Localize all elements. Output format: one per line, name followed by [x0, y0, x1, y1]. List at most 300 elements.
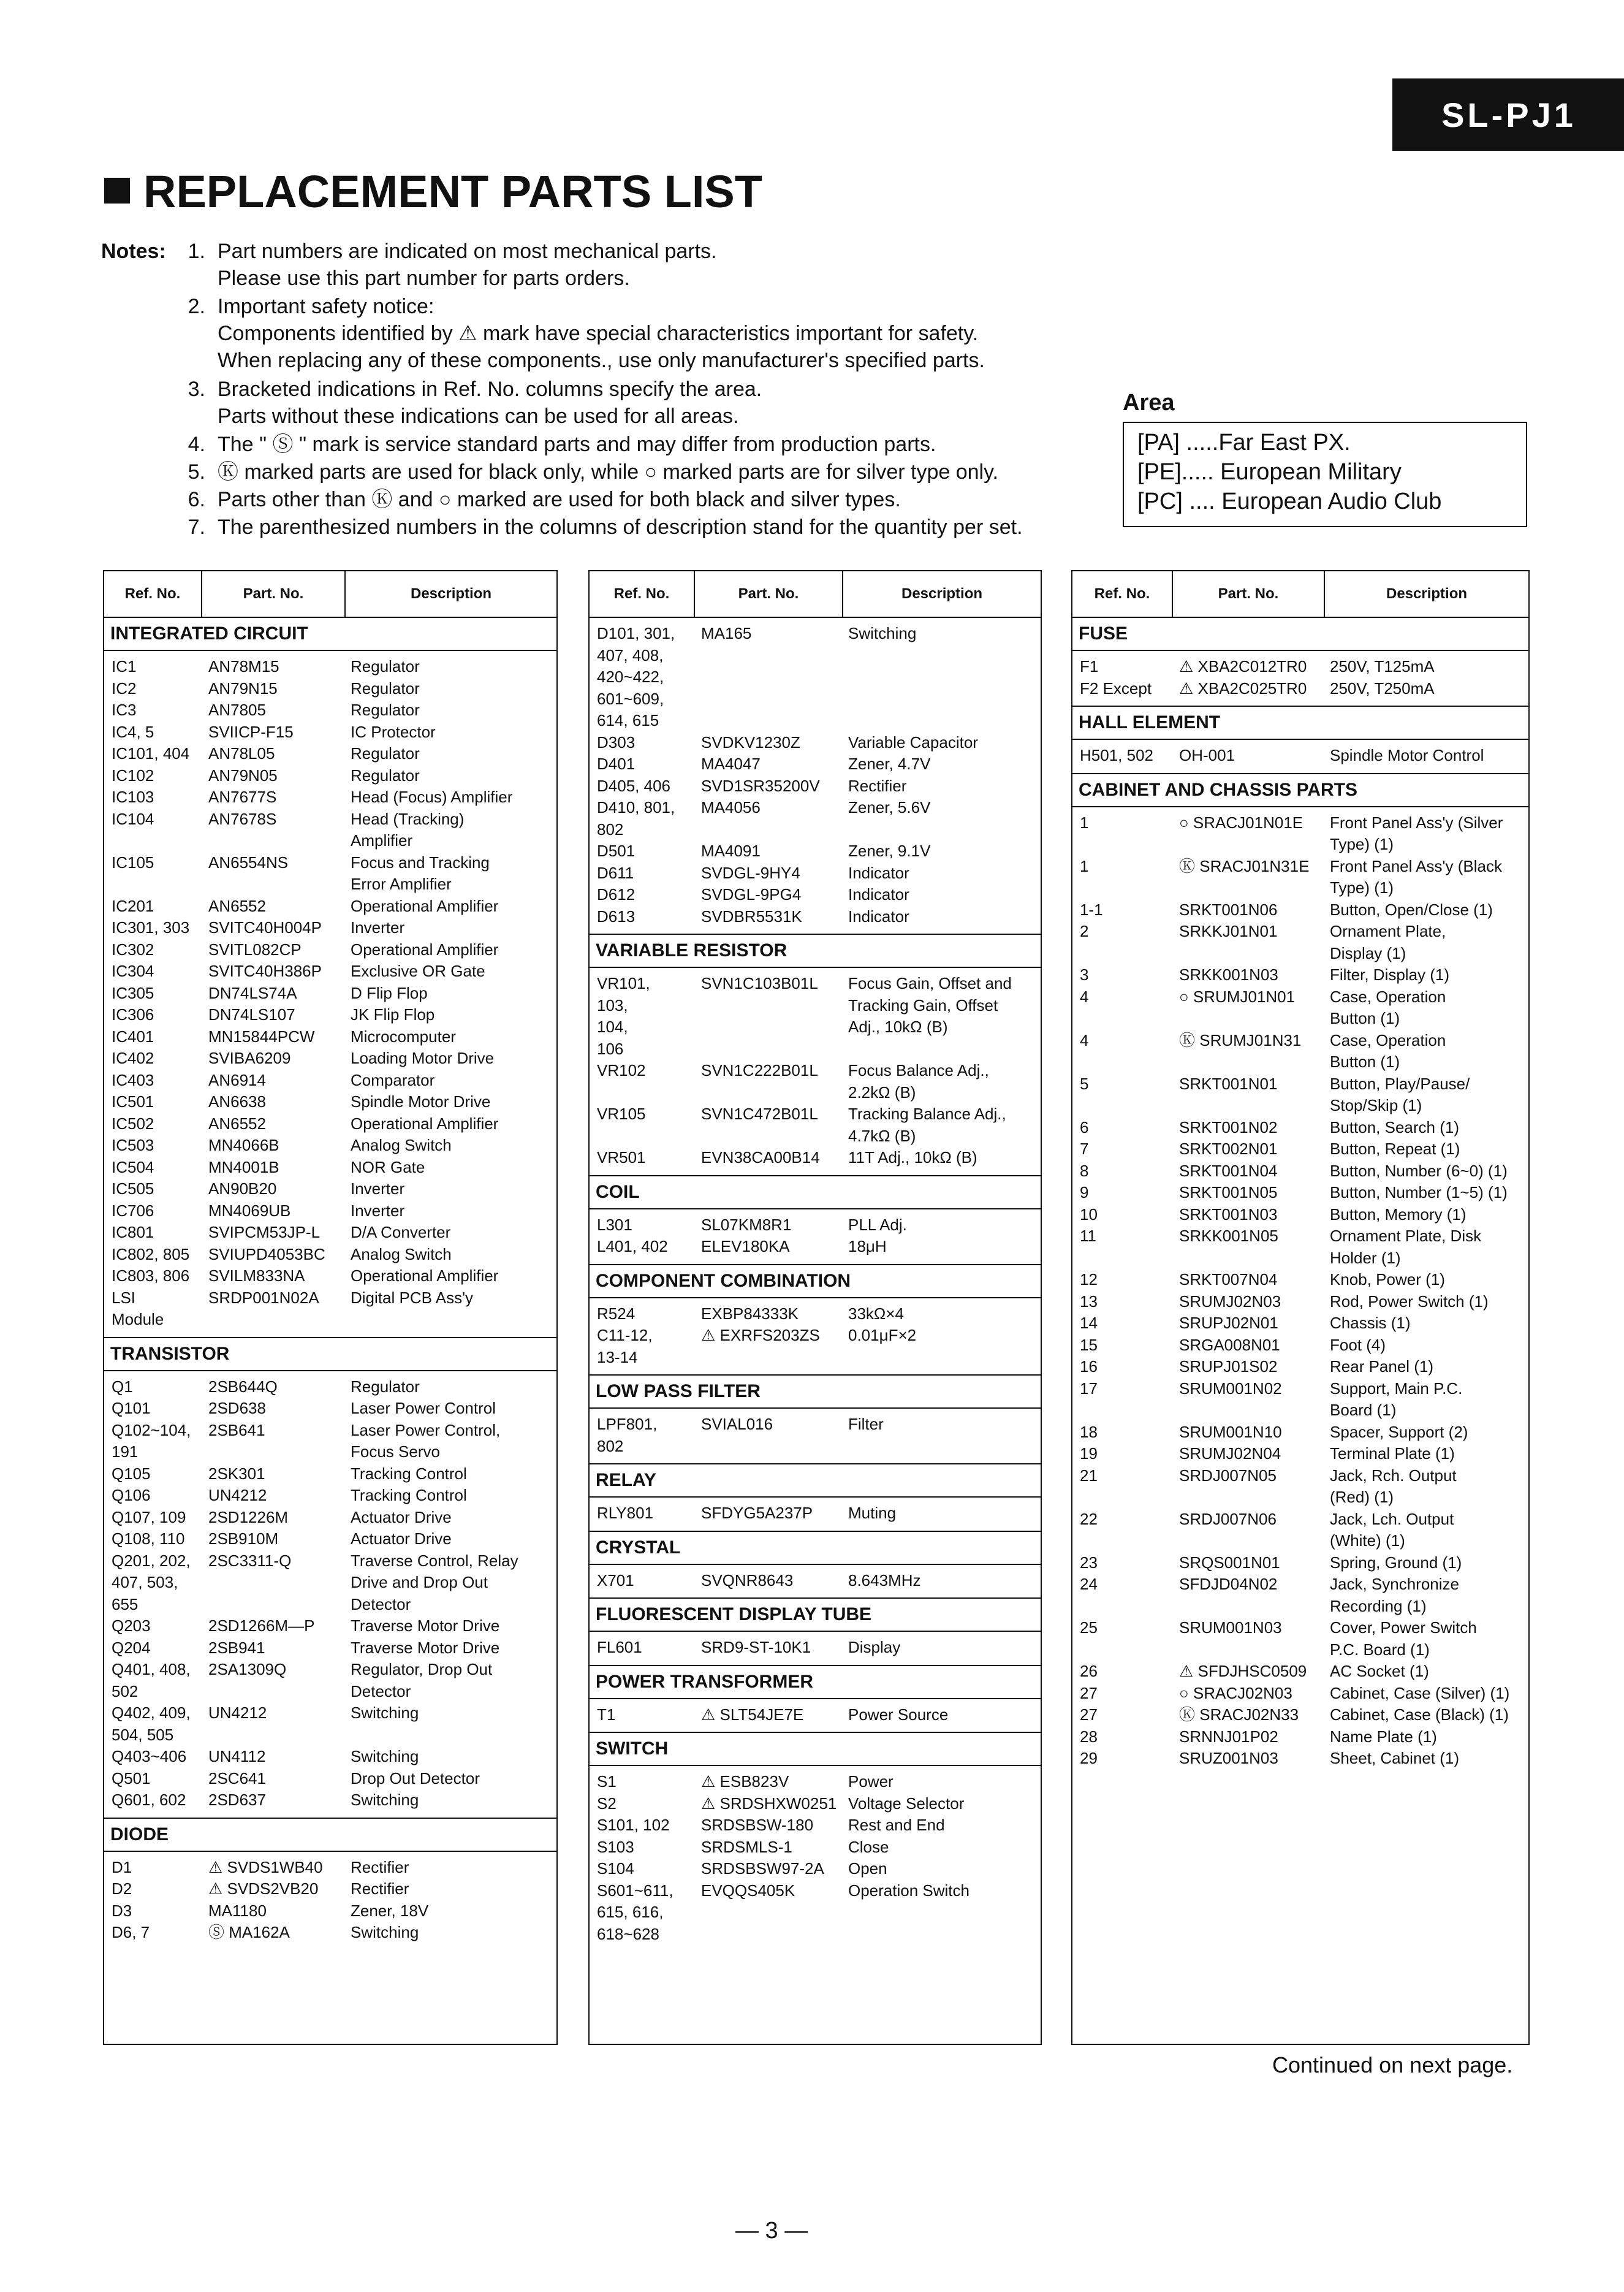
ref-no: IC302: [112, 940, 154, 959]
description: Switching: [351, 1747, 419, 1765]
description: Power Source: [848, 1705, 949, 1724]
header-desc: Description: [410, 585, 492, 602]
section-rows: [1072, 651, 1528, 699]
part-row: [1072, 1552, 1528, 1574]
part-no: SFDYG5A237P: [701, 1504, 813, 1522]
parts-column-3: [1071, 570, 1530, 2045]
part-row: [1072, 1030, 1528, 1073]
part-row: [104, 699, 556, 721]
description: Microcomputer: [351, 1027, 456, 1046]
part-no: AN6914: [208, 1070, 266, 1089]
description: Regulator: [351, 679, 420, 698]
page-title: [104, 166, 762, 218]
ref-no: IC502: [112, 1114, 154, 1133]
description: IC Protector: [351, 722, 436, 741]
description: AC Socket (1): [1330, 1662, 1429, 1680]
part-row: [590, 1214, 1041, 1236]
description: Regulator: [351, 1377, 420, 1396]
section-title: VARIABLE RESISTOR: [590, 934, 1041, 968]
part-row: [104, 1376, 556, 1398]
part-no: OH-001: [1179, 746, 1235, 764]
part-no: EVQQS405K: [701, 1881, 795, 1900]
description: Switching: [351, 1923, 419, 1941]
ref-no: Q203: [112, 1616, 151, 1635]
section-title: SWITCH: [590, 1732, 1041, 1766]
part-row: [590, 1303, 1041, 1325]
part-row: [104, 939, 556, 961]
ref-no: LSI Module: [112, 1288, 164, 1328]
part-no: MA1180: [208, 1901, 267, 1920]
section-rows: [1072, 740, 1528, 767]
ref-no: 27: [1080, 1705, 1098, 1724]
ref-no: Q106: [112, 1486, 151, 1504]
ref-no: LPF801, 802: [597, 1415, 658, 1455]
part-no: SRKT001N04: [1179, 1161, 1278, 1180]
ref-no: 15: [1080, 1335, 1098, 1354]
part-no: SRKT001N02: [1179, 1117, 1278, 1136]
description: Analog Switch: [351, 1244, 452, 1263]
part-no: SVD1SR35200V: [701, 776, 820, 795]
ref-no: 2: [1080, 922, 1089, 940]
part-row: [104, 656, 556, 678]
part-no: SRDSBSW-180: [701, 1816, 814, 1834]
part-no: SRNNJ01P02: [1179, 1727, 1278, 1746]
part-row: [1072, 678, 1528, 700]
part-no: ⚠ EXRFS203ZS: [701, 1326, 820, 1344]
ref-no: Q1: [112, 1377, 133, 1396]
part-no: AN90B20: [208, 1179, 277, 1198]
page-title-text: REPLACEMENT PARTS LIST: [143, 166, 762, 217]
part-row: [590, 1060, 1041, 1103]
part-row: [104, 1746, 556, 1768]
part-row: [1072, 656, 1528, 678]
description: Focus and Tracking Error Amplifier: [351, 853, 490, 893]
part-no: SVN1C103B01L: [701, 974, 818, 992]
part-row: [1072, 1443, 1528, 1465]
part-row: [104, 896, 556, 918]
description: Spindle Motor Drive: [351, 1092, 491, 1111]
part-row: [104, 1222, 556, 1244]
description: Spacer, Support (2): [1330, 1422, 1468, 1441]
part-no: UN4212: [208, 1486, 267, 1504]
ref-no: 1: [1080, 813, 1089, 832]
ref-no: 28: [1080, 1727, 1098, 1746]
part-no: SRDSBSW97-2A: [701, 1859, 824, 1878]
part-row: [590, 623, 1041, 732]
part-no: SVILM833NA: [208, 1266, 305, 1285]
description: Cabinet, Case (Silver) (1): [1330, 1683, 1510, 1702]
description: Case, Operation Button (1): [1330, 987, 1446, 1027]
description: Display: [848, 1638, 901, 1656]
part-row: [104, 1135, 556, 1157]
note-number: 6.: [188, 488, 205, 511]
part-row: [104, 1157, 556, 1179]
ref-no: 1-1: [1080, 900, 1103, 919]
ref-no: D2: [112, 1879, 132, 1898]
part-no: AN7677S: [208, 788, 277, 806]
part-no: Ⓢ MA162A: [208, 1923, 290, 1941]
ref-no: IC304: [112, 962, 154, 980]
header-ref: Ref. No.: [590, 571, 695, 617]
part-no: UN4212: [208, 1704, 267, 1722]
ref-no: 1: [1080, 856, 1089, 875]
model-badge: SL-PJ1: [1392, 78, 1624, 151]
part-no: SRD9-ST-10K1: [701, 1638, 811, 1656]
part-row: [104, 1026, 556, 1048]
ref-no: 26: [1080, 1662, 1098, 1680]
part-row: [590, 753, 1041, 775]
ref-no: IC105: [112, 853, 154, 872]
part-no: SRQS001N01: [1179, 1553, 1280, 1572]
description: Spring, Ground (1): [1330, 1553, 1462, 1572]
section-rows: [590, 1409, 1041, 1457]
part-row: [104, 1004, 556, 1026]
part-row: [1072, 1378, 1528, 1422]
part-row: [104, 1463, 556, 1485]
description: D/A Converter: [351, 1223, 451, 1241]
part-no: SRUPJ02N01: [1179, 1314, 1278, 1332]
note-line: Part numbers are indicated on most mechanical parts.: [218, 240, 717, 263]
part-row: [1072, 1683, 1528, 1705]
area-legend-box: [1123, 422, 1527, 527]
ref-no: VR102: [597, 1061, 646, 1079]
description: Zener, 5.6V: [848, 798, 931, 817]
ref-no: 11: [1080, 1227, 1096, 1245]
section-rows: [104, 1371, 556, 1811]
part-row: [104, 917, 556, 939]
part-row: [104, 1265, 556, 1287]
ref-no: L401, 402: [597, 1237, 668, 1255]
ref-no: 7: [1080, 1140, 1089, 1158]
part-no: MN4066B: [208, 1136, 279, 1154]
part-row: [104, 809, 556, 852]
note-line: Components identified by ⚠ mark have special characteristics important for safety.: [218, 322, 979, 345]
part-no: ⚠ SLT54JE7E: [701, 1705, 804, 1724]
section-title: HALL ELEMENT: [1072, 706, 1528, 740]
part-row: [104, 1048, 556, 1070]
part-row: [104, 765, 556, 787]
description: Tracking Balance Adj., 4.7kΩ (B): [848, 1105, 1006, 1145]
part-no: SRUM001N10: [1179, 1422, 1282, 1441]
ref-no: D611: [597, 863, 634, 882]
part-no: SRGA008N01: [1179, 1335, 1280, 1354]
part-no: 2SB910M: [208, 1529, 279, 1548]
part-row: [104, 1244, 556, 1266]
description: Focus Balance Adj., 2.2kΩ (B): [848, 1061, 989, 1102]
ref-no: D405, 406: [597, 776, 670, 795]
part-row: [1072, 899, 1528, 921]
part-row: [590, 1637, 1041, 1659]
parts-column-2: [588, 570, 1042, 2045]
area-item: [PE]..... European Military: [1137, 459, 1402, 485]
ref-no: 8: [1080, 1161, 1089, 1180]
description: Ornament Plate, Disk Holder (1): [1330, 1227, 1482, 1267]
part-row: [104, 721, 556, 744]
part-row: [104, 1615, 556, 1637]
note-line: Please use this part number for parts orders.: [218, 267, 630, 290]
part-no: SVITC40H386P: [208, 962, 322, 980]
continued-note: Continued on next page.: [1272, 2052, 1513, 2077]
column-header: [104, 571, 556, 618]
part-row: [104, 1200, 556, 1222]
description: Button, Open/Close (1): [1330, 900, 1493, 919]
part-no: SVDKV1230Z: [701, 733, 800, 752]
part-no: SRKT001N06: [1179, 900, 1278, 919]
description: Rectifier: [351, 1879, 409, 1898]
description: Inverter: [351, 1179, 405, 1198]
part-row: [590, 1502, 1041, 1525]
part-row: [590, 1814, 1041, 1837]
part-row: [104, 1789, 556, 1811]
part-row: [104, 1070, 556, 1092]
part-row: [104, 1550, 556, 1616]
description: Traverse Motor Drive: [351, 1616, 500, 1635]
part-no: 2SD1266M—P: [208, 1616, 315, 1635]
description: Support, Main P.C. Board (1): [1330, 1379, 1463, 1419]
part-row: [104, 1528, 556, 1550]
description: Tracking Control: [351, 1486, 467, 1504]
description: Drop Out Detector: [351, 1768, 480, 1788]
part-no: MA165: [701, 624, 752, 642]
note-line: Bracketed indications in Ref. No. columns specify the area.: [218, 378, 762, 401]
description: D Flip Flop: [351, 983, 428, 1002]
description: Operation Switch: [848, 1881, 969, 1900]
description: Foot (4): [1330, 1335, 1386, 1354]
part-row: [104, 983, 556, 1005]
section-rows: [104, 651, 556, 1331]
ref-no: 17: [1080, 1379, 1098, 1398]
part-no: ⚠ SRDSHXW0251: [701, 1794, 837, 1813]
section-title: COMPONENT COMBINATION: [590, 1264, 1041, 1298]
ref-no: VR501: [597, 1148, 646, 1167]
note-text: [218, 431, 936, 458]
description: Tracking Control: [351, 1464, 467, 1483]
description: Rest and End: [848, 1816, 945, 1834]
description: Actuator Drive: [351, 1529, 452, 1548]
part-no: SRDSMLS-1: [701, 1837, 792, 1856]
description: Close: [848, 1837, 889, 1856]
description: Power: [848, 1772, 894, 1791]
part-row: [104, 1178, 556, 1200]
part-no: 2SB644Q: [208, 1377, 278, 1396]
part-no: 2SB941: [208, 1638, 265, 1657]
part-row: [1072, 1182, 1528, 1204]
part-no: ⚠ SFDJHSC0509: [1179, 1662, 1307, 1680]
description: Operational Amplifier: [351, 940, 499, 959]
part-no: SVITL082CP: [208, 940, 302, 959]
section-title: COIL: [590, 1175, 1041, 1209]
ref-no: IC706: [112, 1201, 154, 1220]
note-text: [218, 293, 985, 374]
part-no: SFDJD04N02: [1179, 1575, 1278, 1593]
ref-no: D401: [597, 755, 636, 773]
ref-no: S104: [597, 1859, 634, 1878]
description: 250V, T250mA: [1330, 679, 1435, 698]
part-no: SVIBA6209: [208, 1049, 291, 1067]
part-no: SVDBR5531K: [701, 907, 802, 926]
note-line: Important safety notice:: [218, 295, 434, 318]
part-row: [590, 1570, 1041, 1592]
ref-no: 21: [1080, 1466, 1098, 1485]
part-row: [1072, 1726, 1528, 1748]
section-title: CRYSTAL: [590, 1531, 1041, 1565]
part-no: ⚠ SVDS2VB20: [208, 1879, 319, 1898]
ref-no: S101, 102: [597, 1816, 670, 1834]
part-no: SRKK001N05: [1179, 1227, 1278, 1245]
part-row: [104, 678, 556, 700]
part-no: SRUZ001N03: [1179, 1749, 1278, 1767]
ref-no: IC505: [112, 1179, 154, 1198]
part-no: SRKKJ01N01: [1179, 922, 1278, 940]
section-rows: [1072, 807, 1528, 1770]
part-no: SRUMJ02N04: [1179, 1444, 1281, 1463]
note-line: The parenthesized numbers in the columns of description stand for the quantity per set.: [218, 516, 1023, 539]
part-row: [1072, 1073, 1528, 1117]
description: Button, Repeat (1): [1330, 1140, 1460, 1158]
ref-no: 19: [1080, 1444, 1098, 1463]
ref-no: 18: [1080, 1422, 1098, 1441]
description: Button, Number (1~5) (1): [1330, 1183, 1508, 1201]
part-no: SRDJ007N05: [1179, 1466, 1277, 1485]
part-row: [1072, 1291, 1528, 1313]
description: PLL Adj.: [848, 1215, 907, 1234]
description: Indicator: [848, 863, 909, 882]
description: Focus Gain, Offset and Tracking Gain, Offset Adj., 10kΩ (B): [848, 974, 1012, 1036]
part-row: [1072, 1204, 1528, 1226]
ref-no: 14: [1080, 1314, 1098, 1332]
description: Open: [848, 1859, 887, 1878]
description: Button, Play/Pause/ Stop/Skip (1): [1330, 1074, 1470, 1114]
part-row: [1072, 856, 1528, 899]
part-no: AN78L05: [208, 744, 275, 763]
ref-no: Q101: [112, 1399, 151, 1417]
part-row: [1072, 1269, 1528, 1291]
ref-no: IC1: [112, 657, 137, 676]
part-row: [590, 1414, 1041, 1457]
ref-no: IC4, 5: [112, 722, 154, 741]
description: Zener, 18V: [351, 1901, 429, 1920]
part-row: [104, 1507, 556, 1529]
part-no: SVDGL-9HY4: [701, 863, 800, 882]
ref-no: IC501: [112, 1092, 154, 1111]
part-row: [590, 797, 1041, 840]
note-line: Parts without these indications can be used for all areas.: [218, 405, 739, 428]
ref-no: Q402, 409, 504, 505: [112, 1704, 191, 1744]
note-text: [218, 238, 717, 292]
ref-no: R524: [597, 1304, 636, 1323]
ref-no: IC101, 404: [112, 744, 190, 763]
description: Jack, Lch. Output (White) (1): [1330, 1509, 1454, 1550]
ref-no: D501: [597, 842, 636, 860]
part-no: 2SD638: [208, 1399, 266, 1417]
part-row: [104, 1485, 556, 1507]
section-rows: [590, 618, 1041, 927]
description: Spindle Motor Control: [1330, 746, 1484, 764]
part-row: [1072, 812, 1528, 856]
description: Sheet, Cabinet (1): [1330, 1749, 1460, 1767]
note-number: 4.: [188, 433, 205, 456]
part-row: [590, 775, 1041, 798]
part-no: 2SK301: [208, 1464, 265, 1483]
part-no: AN78M15: [208, 657, 279, 676]
ref-no: IC504: [112, 1157, 154, 1176]
ref-no: VR105: [597, 1105, 646, 1123]
part-row: [104, 961, 556, 983]
part-row: [590, 1771, 1041, 1793]
note-text: [218, 486, 901, 513]
part-no: SVIICP-F15: [208, 722, 294, 741]
ref-no: Q601, 602: [112, 1791, 186, 1809]
ref-no: 23: [1080, 1553, 1098, 1572]
description: Comparator: [351, 1070, 435, 1089]
description: 250V, T125mA: [1330, 657, 1435, 676]
part-no: 2SD1226M: [208, 1507, 289, 1526]
area-item: [PC] .... European Audio Club: [1137, 489, 1442, 514]
description: Button, Search (1): [1330, 1117, 1459, 1136]
description: Switching: [848, 624, 917, 642]
part-row: [1072, 1465, 1528, 1509]
part-row: [104, 1857, 556, 1879]
description: Chassis (1): [1330, 1314, 1411, 1332]
description: Operational Amplifier: [351, 896, 499, 915]
part-no: SVDGL-9PG4: [701, 885, 802, 904]
note-line: When replacing any of these components., use only manufacturer's specified parts.: [218, 349, 985, 372]
ref-no: S103: [597, 1837, 634, 1856]
part-no: SRUPJ01S02: [1179, 1357, 1278, 1376]
description: Front Panel Ass'y (Black Type) (1): [1330, 856, 1502, 897]
part-row: [104, 1637, 556, 1659]
ref-no: Q401, 408, 502: [112, 1660, 191, 1700]
ref-no: D613: [597, 907, 636, 926]
ref-no: Q201, 202, 407, 503, 655: [112, 1551, 191, 1613]
parts-column-1: [103, 570, 558, 2045]
part-no: SRDP001N02A: [208, 1288, 319, 1307]
part-no: SRKT001N03: [1179, 1205, 1278, 1224]
description: Indicator: [848, 907, 909, 926]
description: Regulator: [351, 744, 420, 763]
part-row: [1072, 745, 1528, 767]
ref-no: IC102: [112, 766, 154, 785]
part-row: [104, 1420, 556, 1463]
section-rows: [590, 968, 1041, 1169]
description: Loading Motor Drive: [351, 1049, 495, 1067]
part-no: SRKT007N04: [1179, 1270, 1278, 1289]
part-no: SRKT002N01: [1179, 1140, 1278, 1158]
ref-no: L301: [597, 1215, 632, 1234]
part-row: [1072, 986, 1528, 1030]
part-no: AN6554NS: [208, 853, 289, 872]
ref-no: IC803, 806: [112, 1266, 190, 1285]
part-row: [590, 1858, 1041, 1880]
part-row: [1072, 1334, 1528, 1357]
part-row: [590, 884, 1041, 906]
part-row: [104, 1878, 556, 1900]
ref-no: IC305: [112, 983, 154, 1002]
description: Ornament Plate, Display (1): [1330, 922, 1446, 962]
note-number: 1.: [188, 240, 205, 263]
part-no: AN6552: [208, 896, 266, 915]
ref-no: IC801: [112, 1223, 154, 1241]
ref-no: IC306: [112, 1005, 154, 1024]
description: Operational Amplifier: [351, 1114, 499, 1133]
part-row: [590, 1103, 1041, 1147]
part-row: [1072, 1661, 1528, 1683]
ref-no: Q204: [112, 1638, 151, 1657]
section-rows: [590, 1632, 1041, 1659]
part-no: SVQNR8643: [701, 1571, 794, 1590]
description: Switching: [351, 1791, 419, 1809]
part-no: Ⓚ SRACJ02N33: [1179, 1705, 1299, 1724]
